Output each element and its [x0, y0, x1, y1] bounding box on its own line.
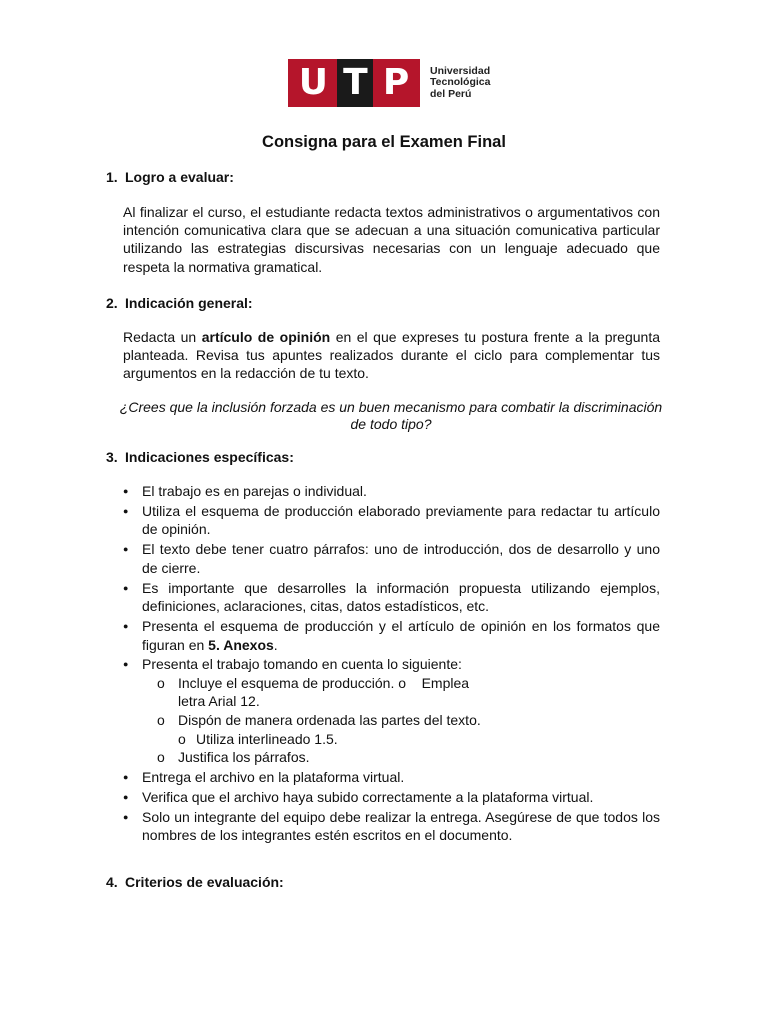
sublist-item [142, 674, 660, 711]
utp-logo [288, 59, 490, 107]
sublist-item [142, 711, 660, 748]
section-1-title: Logro a evaluar: [125, 169, 234, 185]
sublist-item-2: Dispón de manera ordenada las partes del texto. [178, 712, 481, 729]
section-2-text-after: en el que expreses tu postura frente a la pregunta planteada. Revisa tus apuntes realizados durante el ciclo para complementar tus argumentos en la redacción de tu texto. [123, 329, 660, 382]
sublist-item: o Justifica los párrafos. [142, 748, 660, 767]
bullet-5-text-bold: 5. Anexos [208, 636, 274, 653]
section-2-number: 2. [106, 295, 118, 311]
utp-logo-box [288, 59, 420, 107]
section-2-text-before: Redacta un [123, 329, 202, 345]
instructions-list [123, 482, 660, 846]
format-sublist [142, 674, 660, 767]
section-4-title: Criterios de evaluación: [125, 874, 284, 890]
section-3-heading [106, 449, 294, 465]
list-item: ● Es importante que desarrolles la información propuesta utilizando ejemplos, definiciones, aclaraciones, citas, datos estadísticos, etc. [123, 579, 660, 616]
section-3-number: 3. [106, 449, 118, 465]
section-2-title: Indicación general: [125, 295, 253, 311]
bullet-5-text-after: . [273, 636, 278, 653]
page-title: Consigna para el Examen Final [262, 133, 506, 151]
section-1-paragraph: Al finalizar el curso, el estudiante redacta textos administrativos o argumentativos con intención comunicativa clara que se adecuan a una situación comunicativa particular utilizando las estrategias discursivas necesarias con un lenguaje adecuado que respeta la normativa gramatical. [123, 204, 660, 275]
section-2-text-bold: artículo de opinión [201, 329, 331, 345]
section-1-number: 1. [106, 169, 118, 185]
logo-letter-p: P [382, 62, 410, 103]
logo-wordmark [430, 66, 490, 101]
logo-text-line3: del Perú [430, 87, 472, 100]
logo-text-line1: Universidad [430, 64, 491, 77]
section-4-heading [106, 874, 284, 890]
list-item: ● Entrega el archivo en la plataforma virtual. [123, 768, 660, 787]
section-3-title: Indicaciones específicas: [125, 449, 294, 465]
sublist-item-2b: o Utiliza interlineado 1.5. [178, 730, 660, 749]
list-item [123, 617, 660, 654]
logo-letter-u: U [298, 62, 328, 103]
logo-letter-t: T [337, 59, 373, 107]
list-item [123, 655, 660, 767]
sublist-item-1b: letra Arial 12. [178, 693, 260, 710]
bullet-6-text: Presenta el trabajo tomando en cuenta lo siguiente: [142, 656, 462, 673]
section-4-number: 4. [106, 874, 118, 890]
bullet-5-text-before: Presenta el esquema de producción y el artículo de opinión en los formatos que figuran en [142, 617, 660, 653]
list-item: ● Solo un integrante del equipo debe realizar la entrega. Asegúrese de que todos los nombres de los integrantes estén escritos en el documento. [123, 808, 660, 845]
section-2-heading [106, 295, 253, 311]
list-item: ● El texto debe tener cuatro párrafos: uno de introducción, dos de desarrollo y uno de cierre. [123, 540, 660, 577]
list-item: ● Verifica que el archivo haya subido correctamente a la plataforma virtual. [123, 788, 660, 807]
section-1-heading [106, 169, 234, 185]
logo-text-line2: Tecnológica [430, 76, 491, 89]
exam-question: ¿Crees que la inclusión forzada es un buen mecanismo para combatir la discriminación de todo tipo? [119, 399, 663, 432]
list-item: ● Utiliza el esquema de producción elaborado previamente para redactar tu artículo de opinión. [123, 502, 660, 539]
sublist-item-1a: Incluye el esquema de producción. o Emplea [178, 674, 470, 691]
list-item: ● El trabajo es en parejas o individual. [123, 482, 660, 501]
section-2-paragraph [123, 328, 660, 383]
